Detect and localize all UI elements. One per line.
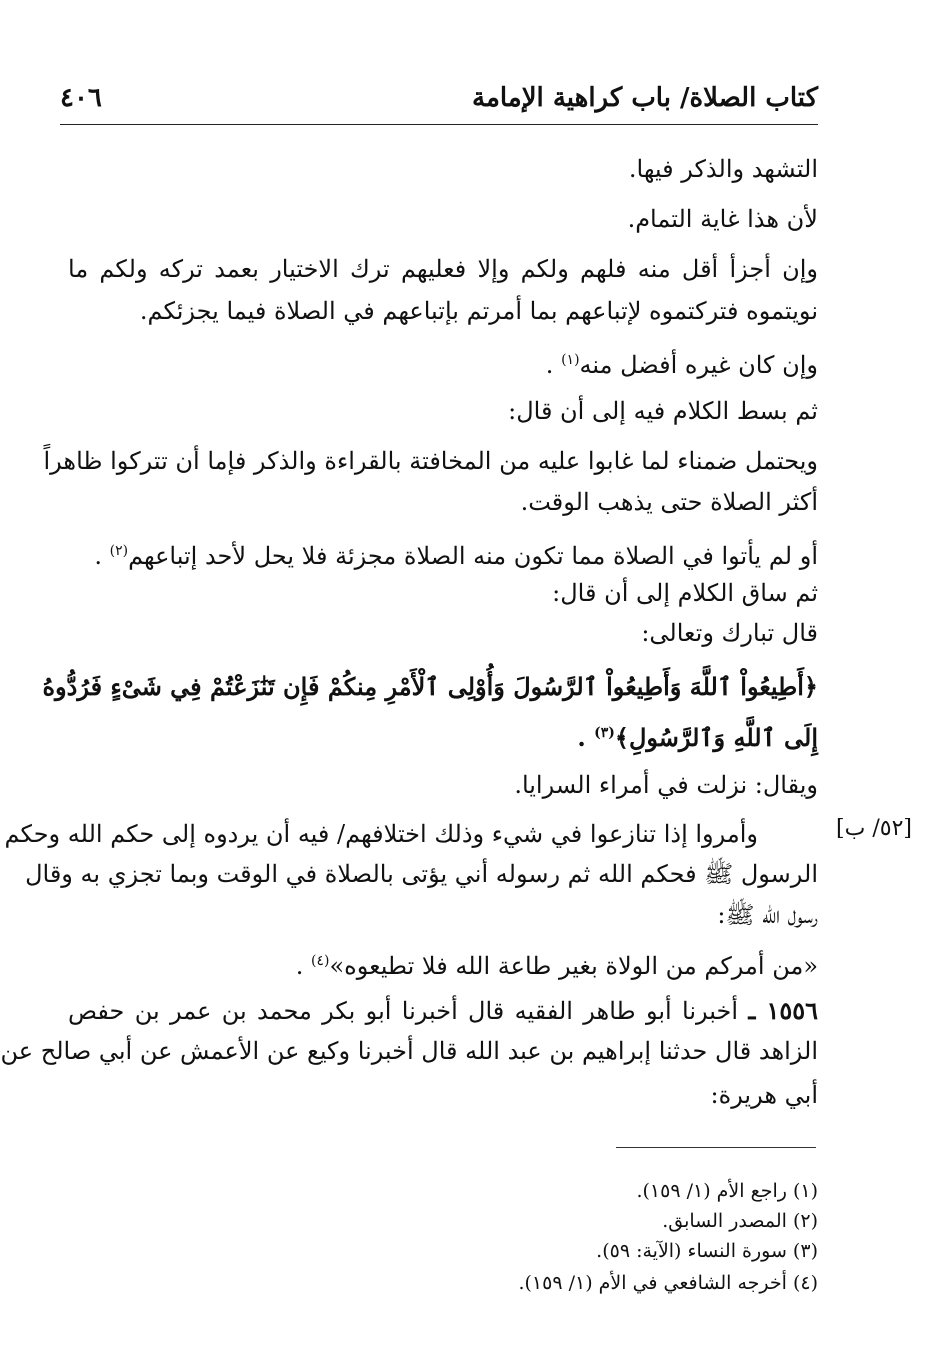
text-line: أو لم يأتوا في الصلاة مما تكون منه الصلاة مجزئة فلا يحل لأحد إتباعهم$^{(٢)}$ . — [94, 542, 818, 570]
footnote-ref: (٤) — [310, 953, 330, 969]
header-rule — [60, 124, 818, 125]
text-span: وإن كان غيره أفضل منه — [579, 351, 818, 379]
quran-verse-line: إِلَى ٱللَّهِ وَٱلرَّسُولِ﴾$^{(٣)}$ . — [577, 723, 818, 752]
text-line: ثم ساق الكلام إلى أن قال: — [552, 579, 818, 607]
quran-verse-end: إِلَى ٱللَّهِ وَٱلرَّسُولِ﴾ — [614, 723, 818, 752]
text-line: أبي هريرة: — [710, 1081, 818, 1109]
text-line: التشهد والذكر فيها. — [628, 155, 818, 183]
running-header — [60, 78, 818, 118]
footnote-ref: (٢) — [109, 543, 129, 559]
quran-verse-line: ﴿أَطِيعُواْ ٱللَّهَ وَأَطِيعُواْ ٱلرَّسُولَ وَأُوْلِى ٱلْأَمْرِ مِنكُمْ فَإِن تَنَٰزَعْتُمْ فِي شَىْءٍ فَرُدُّوهُ — [42, 672, 818, 701]
footnote: (٤) أخرجه الشافعي في الأم (١/ ١٥٩). — [518, 1272, 818, 1294]
text-line: أكثر الصلاة حتى يذهب الوقت. — [520, 488, 818, 516]
text-line: ثم بسط الكلام فيه إلى أن قال: — [508, 397, 818, 425]
text-line: ويقال: نزلت في أمراء السرايا. — [514, 771, 818, 799]
hadith-quote: «من أمركم من الولاة بغير طاعة الله فلا تطيعوه»$^{(٤)}$ . — [295, 952, 818, 980]
text-line: رسول الله ﷺ: — [717, 901, 818, 929]
page-number: ٤٠٦ — [60, 83, 102, 113]
hadith-number: ١٥٥٦ ـ — [748, 996, 818, 1025]
footnote: (١) راجع الأم (١/ ١٥٩). — [636, 1180, 818, 1202]
text-line — [68, 992, 818, 1030]
text-line: وإن كان غيره أفضل منه$^{(١)}$ . — [545, 351, 818, 379]
hadith-text: «من أمركم من الولاة بغير طاعة الله فلا تطيعوه» — [329, 952, 818, 980]
text-span: أخبرنا أبو طاهر الفقيه قال أخبرنا أبو بكر محمد بن عمر بن حفص — [68, 997, 739, 1025]
footnote-rule — [616, 1147, 816, 1148]
text-line: الزاهد قال حدثنا إبراهيم بن عبد الله قال أخبرنا وكيع عن الأعمش عن أبي صالح عن — [0, 1037, 818, 1065]
footnote-ref: (١) — [561, 352, 580, 368]
text-line: الرسول ﷺ فحكم الله ثم رسوله أني يؤتى بالصلاة في الوقت وبما تجزي به وقال — [25, 860, 818, 888]
text-line: قال تبارك وتعالى: — [641, 619, 818, 647]
running-title: كتاب الصلاة/ باب كراهية الإمامة — [472, 83, 818, 113]
text-span: أو لم يأتوا في الصلاة مما تكون منه الصلاة مجزئة فلا يحل لأحد إتباعهم — [128, 542, 818, 570]
text-line: ويحتمل ضمناء لما غابوا عليه من المخافتة بالقراءة والذكر فإما أن تتركوا ظاهراً — [43, 447, 818, 475]
text-line: نويتموه فتركتموه لإتباعهم بما أمرتم بإتباعهم في الصلاة فيما يجزئكم. — [139, 297, 818, 325]
footnote: (٣) سورة النساء (الآية: ٥٩). — [596, 1240, 818, 1262]
text-line: وأمروا إذا تنازعوا في شيء وذلك اختلافهم/ فيه أن يردوه إلى حكم الله وحكم — [4, 820, 758, 848]
footnote-ref: (٣) — [594, 725, 615, 741]
text-line: لأن هذا غاية التمام. — [627, 205, 818, 233]
manuscript-folio-note: [٥٢/ ب] — [836, 816, 912, 841]
text-line: وإن أجزأ أقل منه فلهم ولكم وإلا فعليهم ترك الاختيار بعمد تركه ولكم ما — [68, 255, 818, 283]
footnote: (٢) المصدر السابق. — [662, 1210, 818, 1232]
